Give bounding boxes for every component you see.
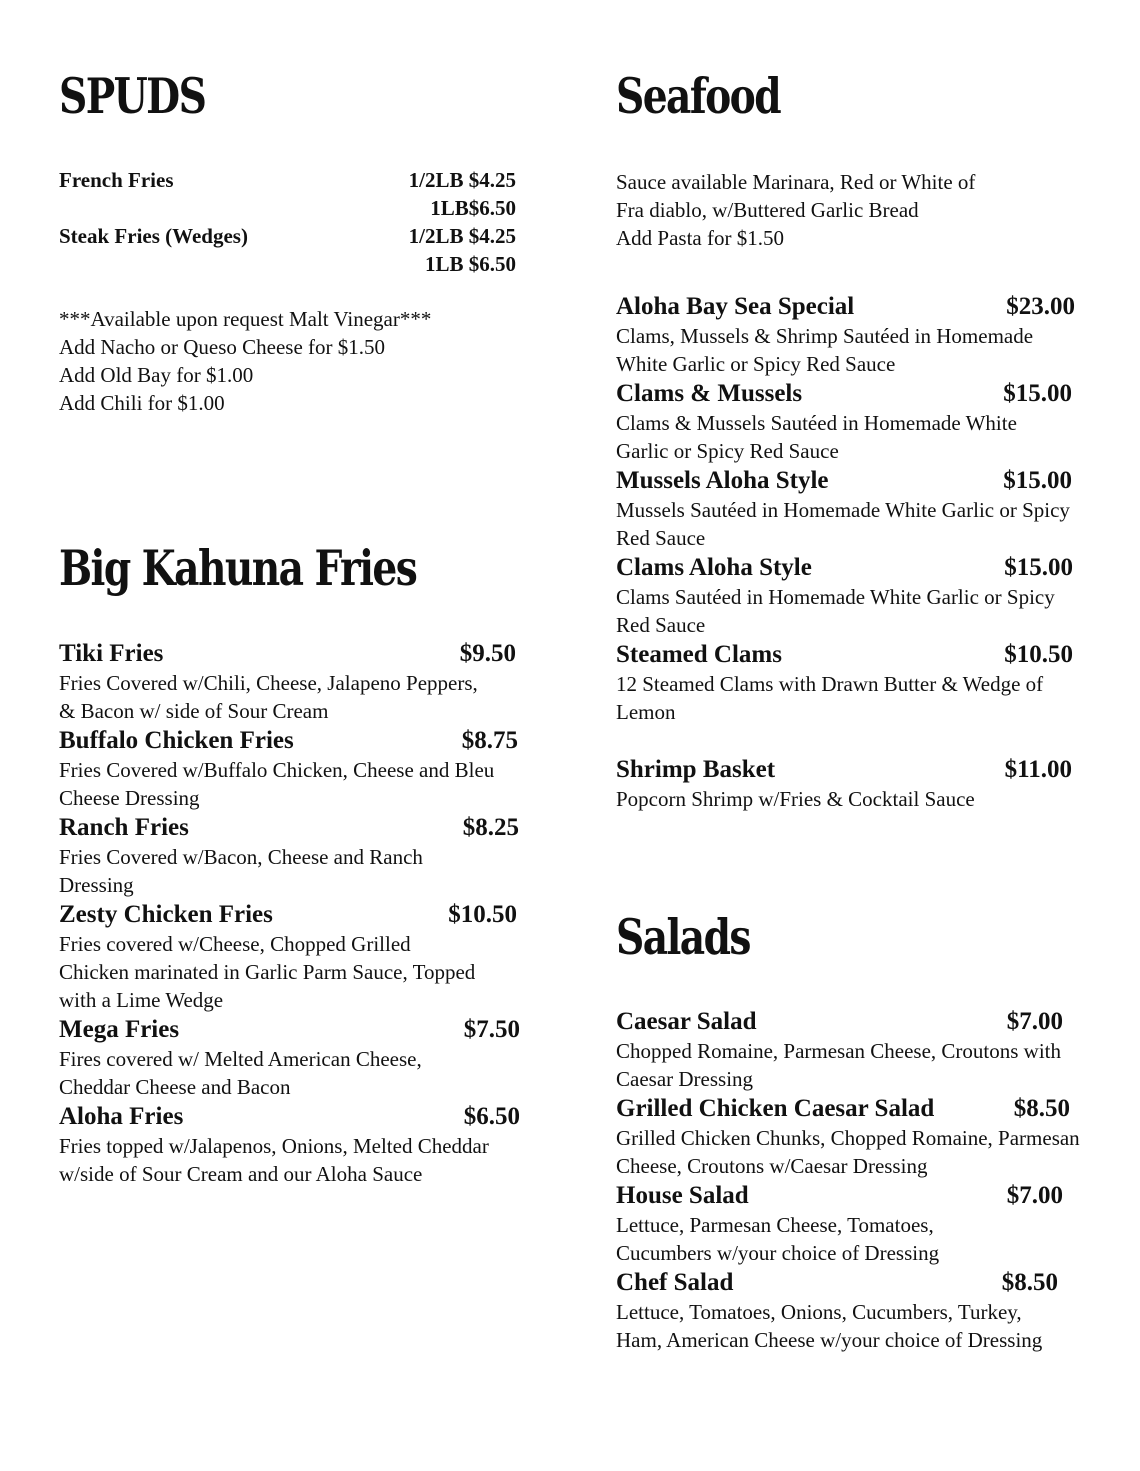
menu-item: [616, 639, 1086, 726]
item-price: $15.00: [1003, 380, 1072, 407]
item-description: Fires covered w/ Melted American Cheese, Cheddar Cheese and Bacon: [59, 1047, 422, 1099]
item-price: $7.50: [463, 1016, 520, 1043]
item-name: Aloha Fries: [59, 1103, 184, 1130]
item-name: Steak Fries (Wedges): [59, 224, 248, 248]
note-line: ***Available upon request Malt Vinegar***: [59, 307, 432, 331]
item-name: Mussels Aloha Style: [616, 467, 829, 494]
menu-item: [616, 1006, 1086, 1093]
item-price: $8.75: [461, 727, 518, 754]
spuds-item-french-fries-full: [59, 194, 529, 222]
menu-item: [59, 899, 529, 1014]
note-line: Add Chili for $1.00: [59, 391, 225, 415]
item-name: Clams & Mussels: [616, 380, 803, 407]
item-description: 12 Steamed Clams with Drawn Butter & Wedge of Lemon: [616, 672, 1044, 724]
item-name: Tiki Fries: [59, 640, 164, 667]
item-description: Fries topped w/Jalapenos, Onions, Melted Cheddar w/side of Sour Cream and our Aloha Sauce: [59, 1134, 489, 1186]
menu-item: [59, 725, 529, 812]
item-description: Chopped Romaine, Parmesan Cheese, Croutons with Caesar Dressing: [616, 1039, 1062, 1091]
menu-item: [616, 552, 1086, 639]
item-price-half: 1/2LB $4.25: [408, 168, 516, 192]
item-name: Chef Salad: [616, 1269, 734, 1296]
item-description: Clams, Mussels & Shrimp Sautéed in Homemade White Garlic or Spicy Red Sauce: [616, 324, 1034, 376]
spuds-item-french-fries: [59, 166, 529, 194]
menu-item: [616, 378, 1086, 465]
menu-item: [59, 1014, 529, 1101]
item-description: Mussels Sautéed in Homemade White Garlic or Spicy Red Sauce: [616, 498, 1070, 550]
seafood-heading: Seafood: [616, 67, 781, 125]
item-name: Shrimp Basket: [616, 756, 776, 783]
intro-line: Sauce available Marinara, Red or White of: [616, 170, 976, 194]
item-price: $7.00: [1006, 1008, 1063, 1035]
menu-item: [616, 465, 1086, 552]
menu-item: [616, 1180, 1086, 1267]
menu-item: [616, 1093, 1086, 1180]
item-price: $10.50: [1004, 641, 1073, 668]
item-description: Lettuce, Parmesan Cheese, Tomatoes, Cucumbers w/your choice of Dressing: [616, 1213, 940, 1265]
menu-item: [616, 291, 1086, 378]
item-description: Fries covered w/Cheese, Chopped Grilled Chicken marinated in Garlic Parm Sauce, Topped with a Lime Wedge: [59, 932, 476, 1012]
item-price: $8.25: [462, 814, 519, 841]
item-price: $9.50: [459, 640, 516, 667]
spuds-prices: [59, 166, 529, 278]
item-name: Aloha Bay Sea Special: [616, 293, 855, 320]
item-price: $11.00: [1004, 756, 1072, 783]
item-price: $23.00: [1006, 293, 1075, 320]
item-description: Clams & Mussels Sautéed in Homemade White Garlic or Spicy Red Sauce: [616, 411, 1017, 463]
item-price-full: 1LB$6.50: [430, 196, 516, 220]
item-description: Clams Sautéed in Homemade White Garlic or Spicy Red Sauce: [616, 585, 1055, 637]
menu-item: [616, 1267, 1086, 1354]
item-description: Fries Covered w/Chili, Cheese, Jalapeno Peppers, & Bacon w/ side of Sour Cream: [59, 671, 478, 723]
item-price: $15.00: [1003, 467, 1072, 494]
spuds-heading: SPUDS: [59, 67, 206, 125]
item-description: Fries Covered w/Bacon, Cheese and Ranch Dressing: [59, 845, 423, 897]
spuds-notes: [59, 305, 529, 417]
item-name: Grilled Chicken Caesar Salad: [616, 1095, 935, 1122]
item-price: $15.00: [1004, 554, 1073, 581]
seafood-intro: [616, 168, 1086, 252]
intro-line: Fra diablo, w/Buttered Garlic Bread: [616, 198, 919, 222]
item-price-half: 1/2LB $4.25: [408, 224, 516, 248]
spuds-item-steak-fries: [59, 222, 529, 250]
item-description: Fries Covered w/Buffalo Chicken, Cheese and Bleu Cheese Dressing: [59, 758, 495, 810]
item-name: Steamed Clams: [616, 641, 782, 668]
menu-item: [59, 1101, 529, 1188]
item-description: Popcorn Shrimp w/Fries & Cocktail Sauce: [616, 787, 975, 811]
kahuna-list: [59, 638, 529, 1188]
note-line: Add Nacho or Queso Cheese for $1.50: [59, 335, 386, 359]
item-name: Buffalo Chicken Fries: [59, 727, 294, 754]
item-price: $10.50: [448, 901, 517, 928]
item-description: Grilled Chicken Chunks, Chopped Romaine, Parmesan Cheese, Croutons w/Caesar Dressing: [616, 1126, 1080, 1178]
item-name: Zesty Chicken Fries: [59, 901, 273, 928]
item-price: $8.50: [1013, 1095, 1070, 1122]
item-name: House Salad: [616, 1182, 749, 1209]
item-description: Lettuce, Tomatoes, Onions, Cucumbers, Turkey, Ham, American Cheese w/your choice of Dressing: [616, 1300, 1043, 1352]
big-kahuna-heading: Big Kahuna Fries: [59, 539, 417, 597]
salads-heading: Salads: [616, 908, 750, 966]
item-price-full: 1LB $6.50: [424, 252, 516, 276]
salads-list: [616, 1006, 1086, 1354]
item-name: Ranch Fries: [59, 814, 189, 841]
menu-item: [616, 754, 1086, 813]
note-line: Add Old Bay for $1.00: [59, 363, 254, 387]
item-name: Caesar Salad: [616, 1008, 757, 1035]
seafood-list: [616, 291, 1086, 813]
item-name: Mega Fries: [59, 1016, 180, 1043]
intro-line: Add Pasta for $1.50: [616, 226, 784, 250]
item-price: $8.50: [1001, 1269, 1058, 1296]
menu-item: [59, 812, 529, 899]
item-name: French Fries: [59, 168, 174, 192]
item-price: $6.50: [463, 1103, 520, 1130]
spuds-item-steak-fries-full: [59, 250, 529, 278]
item-name: Clams Aloha Style: [616, 554, 812, 581]
menu-item: [59, 638, 529, 725]
item-price: $7.00: [1006, 1182, 1063, 1209]
